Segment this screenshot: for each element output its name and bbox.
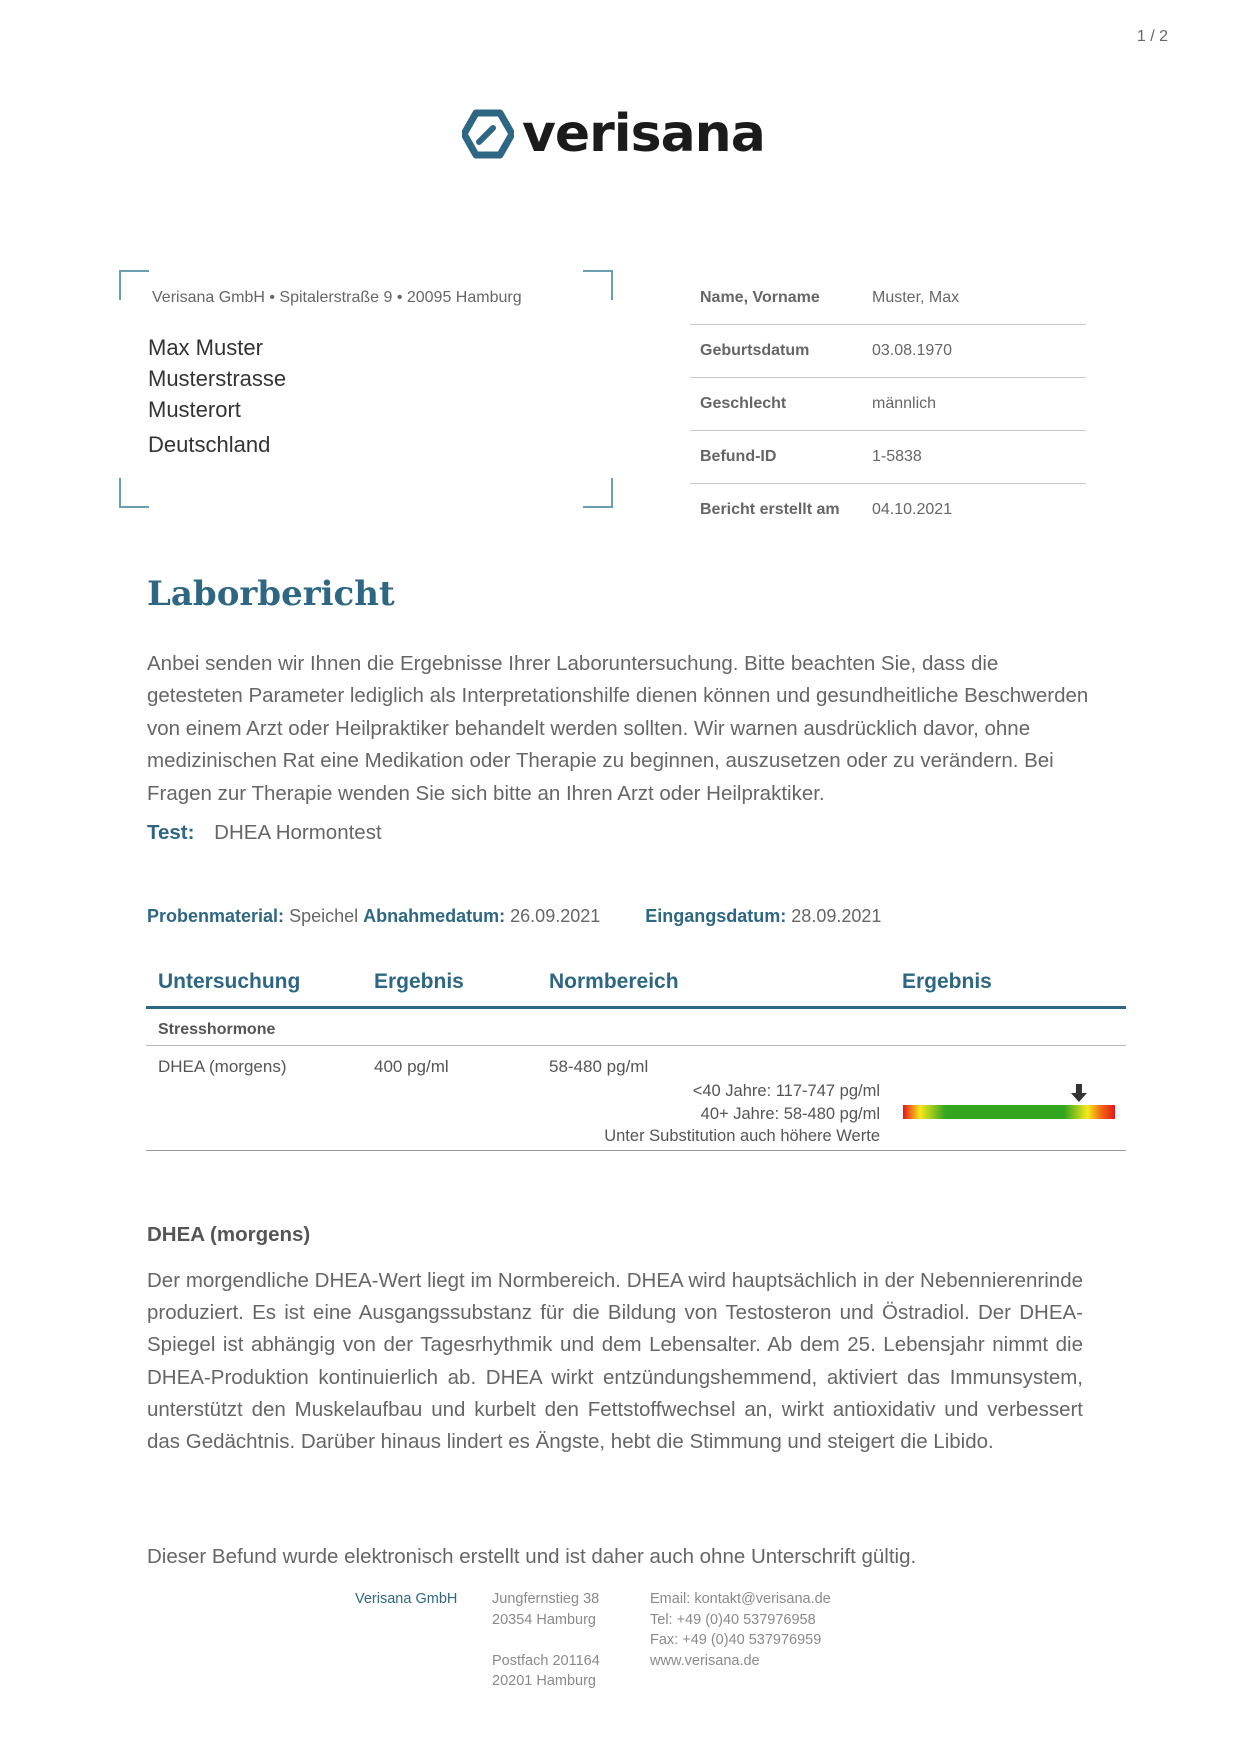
- info-label: Geburtsdatum: [700, 342, 810, 359]
- recipient-country: Deutschland: [148, 432, 271, 457]
- footer-address-line: 20354 Hamburg: [492, 1611, 596, 1628]
- footer-company: Verisana GmbH: [355, 1591, 458, 1607]
- gauge-marker-arrow-icon: [1071, 1084, 1087, 1102]
- logo-text: verisana: [522, 104, 765, 164]
- column-header: Normbereich: [549, 970, 679, 993]
- group-label: Stresshormone: [158, 1021, 276, 1038]
- parameter-name: DHEA (morgens): [158, 1057, 287, 1076]
- footer-fax: Fax: +49 (0)40 537976959: [650, 1632, 822, 1648]
- info-row: [690, 484, 1086, 536]
- footer-address-line: 20201 Hamburg: [492, 1673, 596, 1689]
- address-window-corner: [119, 270, 149, 300]
- recipient-name: Max Muster: [148, 335, 263, 360]
- column-header: Ergebnis: [374, 970, 464, 993]
- footer-email: Email: kontakt@verisana.de: [650, 1591, 831, 1607]
- validity-note: Dieser Befund wurde elektronisch erstellt und ist daher auch ohne Unterschrift gültig.: [147, 1545, 917, 1568]
- column-header: Untersuchung: [158, 970, 301, 993]
- reference-note: Unter Substitution auch höhere Werte: [604, 1127, 880, 1145]
- footer-address-line: Postfach 201164: [492, 1652, 600, 1669]
- reference-note: 40+ Jahre: 58-480 pg/ml: [700, 1104, 880, 1123]
- sender-line: Verisana GmbH • Spitalerstraße 9 • 20095 Hamburg: [152, 289, 522, 306]
- recipient-street: Musterstrasse: [148, 366, 287, 391]
- results-table: [146, 962, 1126, 1151]
- verisana-logo: [462, 104, 765, 164]
- info-label: Geschlecht: [700, 395, 787, 412]
- reference-notes: [604, 1080, 880, 1148]
- info-value: männlich: [872, 395, 937, 412]
- collection-date-label: Abnahmedatum:: [363, 906, 506, 926]
- table-row: [146, 1046, 1126, 1151]
- gauge-bar: [903, 1105, 1115, 1119]
- info-value: 03.08.1970: [872, 342, 953, 359]
- patient-info-table: [690, 272, 1086, 536]
- test-label: Test:: [147, 821, 195, 844]
- address-window-corner: [583, 478, 613, 508]
- column-header: Ergebnis: [902, 970, 992, 993]
- footer-address: [492, 1589, 600, 1692]
- footer-contact: [650, 1589, 831, 1671]
- result-value: 400 pg/ml: [374, 1057, 449, 1076]
- material-label: Probenmaterial:: [147, 906, 285, 926]
- collection-date-value: 26.09.2021: [510, 906, 601, 926]
- recipient-city: Musterort: [148, 397, 241, 422]
- receipt-date-label: Eingangsdatum:: [645, 906, 787, 926]
- info-label: Befund-ID: [700, 448, 777, 465]
- info-row: [690, 378, 1086, 431]
- info-label: Bericht erstellt am: [700, 501, 840, 518]
- material-value: Speichel: [289, 906, 359, 926]
- info-value: 04.10.2021: [872, 501, 953, 518]
- address-window-corner: [583, 270, 613, 300]
- info-value: 1-5838: [872, 448, 922, 465]
- reference-note: <40 Jahre: 117-747 pg/ml: [692, 1082, 880, 1100]
- receipt-date-value: 28.09.2021: [791, 906, 882, 926]
- footer-phone: Tel: +49 (0)40 537976958: [650, 1611, 816, 1628]
- table-header: [146, 962, 1126, 1009]
- info-row: [690, 272, 1086, 325]
- test-line: [147, 821, 382, 845]
- info-value: Muster, Max: [872, 289, 960, 306]
- footer-address-line: Jungfernstieg 38: [492, 1591, 600, 1607]
- footer-website: www.verisana.de: [650, 1652, 760, 1669]
- section-title: DHEA (morgens): [147, 1223, 311, 1246]
- info-label: Name, Vorname: [700, 289, 820, 306]
- result-gauge: [903, 1082, 1115, 1122]
- page-number: 1 / 2: [1136, 28, 1168, 45]
- result-description: Der morgendliche DHEA-Wert liegt im Normbereich. DHEA wird hauptsächlich in der Nebennierenrinde produziert. Es ist eine Ausgangssubstanz für die Bildung von Testosteron und Östradiol. Der DHEA-Spiegel ist abhängig von der Tagesrhythmik und dem Lebensalter. Ab dem 25. Lebensjahr nimmt die DHEA-Produktion kontinuierlich ab. DHEA wirkt entzündungshemmend, aktiviert das Immunsystem, unterstützt den Muskelaufbau und kurbelt den Fettstoffwechsel an, wirkt antioxidativ und verbessert das Gedächtnis. Darüber hinaus lindert es Ängste, hebt die Stimmung und steigert die Libido.: [147, 1269, 1083, 1454]
- info-row: [690, 325, 1086, 378]
- footer-spacer: [492, 1630, 600, 1651]
- test-value: DHEA Hormontest: [214, 821, 382, 844]
- logo-hexagon-icon: [462, 109, 514, 159]
- page-title: Laborbericht: [147, 574, 395, 614]
- address-window-corner: [119, 478, 149, 508]
- sample-info: [147, 906, 881, 927]
- reference-range: 58-480 pg/ml: [549, 1057, 649, 1076]
- table-group-row: [146, 1009, 1126, 1046]
- info-row: [690, 431, 1086, 484]
- intro-paragraph: Anbei senden wir Ihnen die Ergebnisse Ihrer Laboruntersuchung. Bitte beachten Sie, dass die getesteten Parameter lediglich als Interpretationshilfe dienen können und gesundheitliche Beschwerden von einem Arzt oder Heilpraktiker behandelt werden sollten. Wir warnen ausdrücklich davor, ohne medizinischen Rat eine Medikation oder Therapie zu beginnen, auszusetzen oder zu verändern. Bei Fragen zur Therapie wenden Sie sich bitte an Ihren Arzt oder Heilpraktiker.: [147, 652, 1089, 805]
